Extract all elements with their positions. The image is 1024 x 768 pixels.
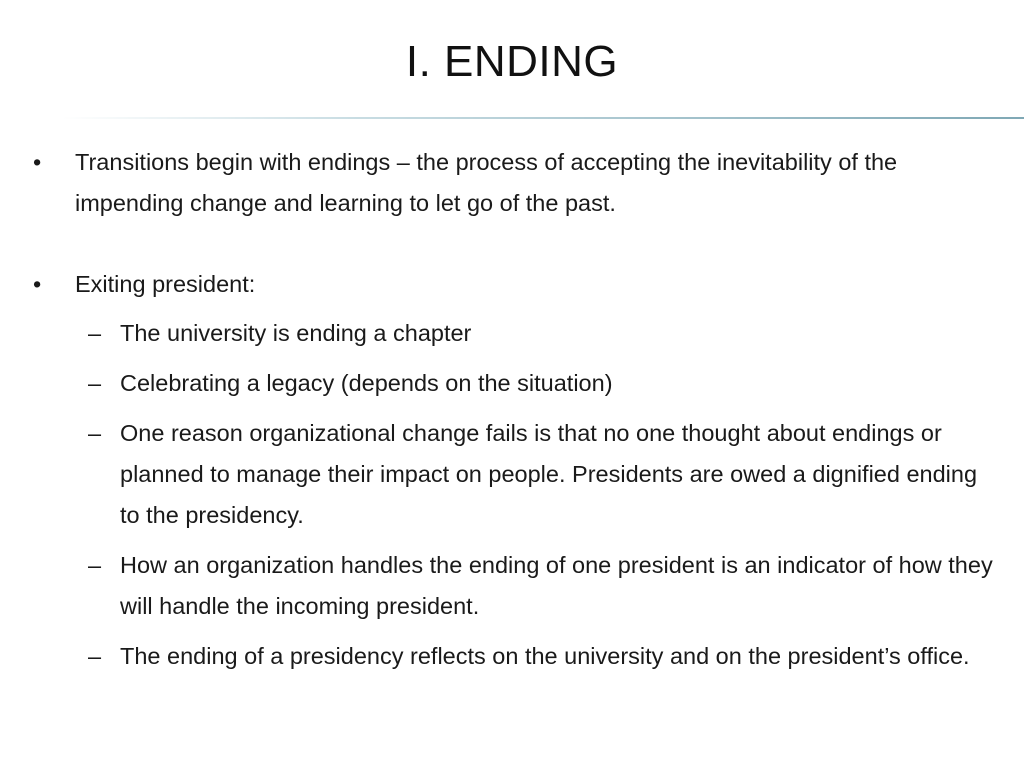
sub-bullet-item [0,313,1024,354]
bullet-item [0,264,1024,305]
sub-bullet-marker: – [88,320,102,346]
bullet-marker: • [33,271,42,297]
title-divider [62,117,1024,119]
sub-bullet-text: The university is ending a chapter [120,320,472,346]
sub-bullet-text: The ending of a presidency reflects on the university and on the president’s office. [120,643,970,669]
sub-bullet-item [0,636,1024,677]
sub-bullet-marker: – [88,420,102,446]
sub-bullet-text: Celebrating a legacy (depends on the situation) [120,370,613,396]
sub-bullet-item [0,413,1024,536]
slide-content [0,142,1024,677]
slide-title: I. ENDING [405,37,619,86]
sub-bullet-marker: – [88,370,102,396]
sub-bullet-item [0,363,1024,404]
sub-bullet-text: How an organization handles the ending of one president is an indicator of how they will handle the incoming president. [120,552,993,619]
sub-bullet-item [0,545,1024,627]
bullet-text: Exiting president: [75,271,256,297]
sub-bullet-marker: – [88,643,102,669]
sub-bullet-marker: – [88,552,102,578]
bullet-text: Transitions begin with endings – the process of accepting the inevitability of the impending change and learning to let go of the past. [75,149,898,216]
sub-bullet-text: One reason organizational change fails is that no one thought about endings or planned to manage their impact on people. Presidents are owed a dignified ending to the presidency. [120,420,978,528]
bullet-item [0,142,1024,224]
bullet-marker: • [33,149,42,175]
